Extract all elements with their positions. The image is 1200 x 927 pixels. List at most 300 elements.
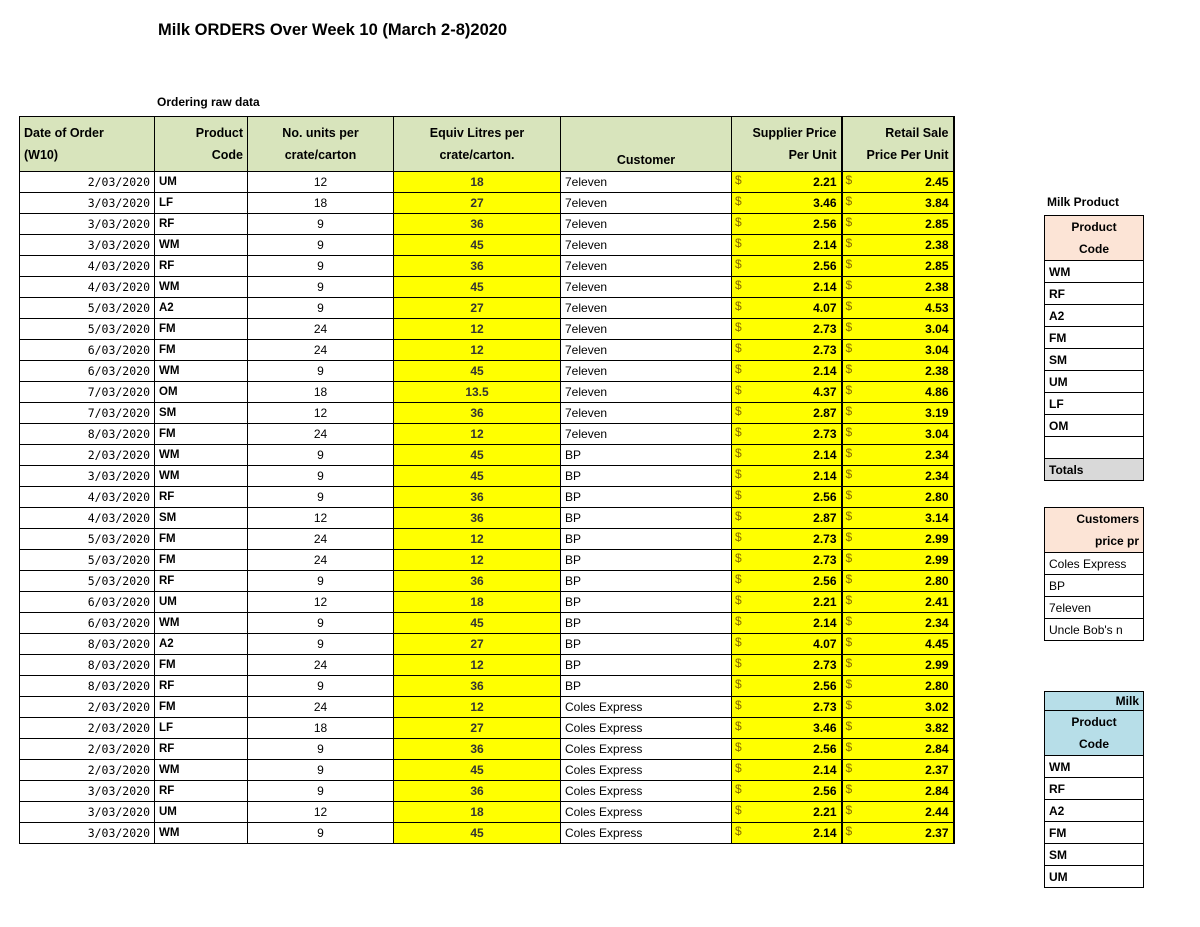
cell-litres[interactable]: 36 (394, 487, 561, 508)
cell-supplier-price[interactable] (732, 529, 842, 550)
cell-date[interactable]: 7/03/2020 (20, 382, 155, 403)
cell-supplier-price[interactable] (732, 592, 842, 613)
cell-supplier-price[interactable] (732, 634, 842, 655)
cell-customer[interactable]: Coles Express (561, 823, 732, 844)
cell-units[interactable]: 9 (248, 739, 394, 760)
currency-symbol: $ (845, 215, 853, 229)
cell-product-code[interactable]: RF (155, 781, 248, 802)
cell-retail-price[interactable] (842, 613, 954, 634)
cell-units[interactable]: 24 (248, 529, 394, 550)
cell-supplier-price[interactable] (732, 340, 842, 361)
header-date[interactable]: Date of Order (W10) (20, 117, 155, 172)
cell-date[interactable]: 8/03/2020 (20, 424, 155, 445)
totals-label[interactable]: Totals (1045, 459, 1144, 481)
price-value: 2.38 (925, 280, 949, 294)
cell-customer[interactable]: BP (561, 676, 732, 697)
cell-units[interactable]: 9 (248, 613, 394, 634)
cell-litres[interactable]: 36 (394, 256, 561, 277)
cell-units[interactable]: 18 (248, 718, 394, 739)
price-value: 2.14 (813, 469, 837, 483)
cell-units[interactable]: 12 (248, 403, 394, 424)
cell-supplier-price[interactable] (732, 235, 842, 256)
cell-product-code[interactable]: FM (155, 340, 248, 361)
cell-product-code[interactable]: FM (155, 550, 248, 571)
table-row (20, 508, 954, 529)
cell-customer[interactable]: Coles Express (561, 781, 732, 802)
cell-customer[interactable]: 7eleven (561, 361, 732, 382)
cell-retail-price[interactable] (842, 361, 954, 382)
cell-units[interactable]: 12 (248, 508, 394, 529)
header-units[interactable]: No. units per crate/carton (248, 117, 394, 172)
cell-units[interactable]: 9 (248, 760, 394, 781)
cell-litres[interactable]: 36 (394, 739, 561, 760)
cell-units[interactable]: 9 (248, 445, 394, 466)
header-supplier-price[interactable]: Supplier Price Per Unit (732, 117, 842, 172)
cell-litres[interactable]: 36 (394, 214, 561, 235)
cell-supplier-price[interactable] (732, 466, 842, 487)
cell-supplier-price[interactable] (732, 403, 842, 424)
cell-supplier-price[interactable] (732, 361, 842, 382)
cell-litres[interactable]: 12 (394, 655, 561, 676)
cell-units[interactable]: 12 (248, 802, 394, 823)
cell-product-code[interactable]: WM (155, 466, 248, 487)
cell-retail-price[interactable] (842, 823, 954, 844)
price-value: 2.99 (925, 532, 949, 546)
cell-retail-price[interactable] (842, 466, 954, 487)
cell-customer[interactable]: BP (561, 592, 732, 613)
cell-product-code[interactable]: WM (155, 277, 248, 298)
cell-retail-price[interactable] (842, 193, 954, 214)
cell-date[interactable]: 8/03/2020 (20, 676, 155, 697)
cell-supplier-price[interactable] (732, 739, 842, 760)
cell-date[interactable]: 3/03/2020 (20, 781, 155, 802)
milk-code-item[interactable]: FM (1045, 822, 1144, 844)
milk-code-item[interactable]: A2 (1045, 800, 1144, 822)
cell-product-code[interactable]: RF (155, 487, 248, 508)
cell-product-code[interactable]: WM (155, 613, 248, 634)
cell-customer[interactable]: 7eleven (561, 340, 732, 361)
cell-retail-price[interactable] (842, 445, 954, 466)
header-product-code[interactable]: Product Code (155, 117, 248, 172)
cell-product-code[interactable]: WM (155, 235, 248, 256)
cell-units[interactable]: 24 (248, 319, 394, 340)
cell-date[interactable]: 6/03/2020 (20, 592, 155, 613)
price-value: 4.07 (813, 301, 837, 315)
milk-header[interactable]: Milk (1045, 692, 1144, 711)
product-code-item[interactable]: OM (1045, 415, 1144, 437)
cell-retail-price[interactable] (842, 235, 954, 256)
price-value: 2.14 (813, 616, 837, 630)
price-value: 4.86 (925, 385, 949, 399)
cell-retail-price[interactable] (842, 592, 954, 613)
cell-retail-price[interactable] (842, 403, 954, 424)
cell-product-code[interactable]: OM (155, 382, 248, 403)
product-code-item[interactable]: A2 (1045, 305, 1144, 327)
currency-symbol: $ (735, 194, 742, 208)
list-item (1045, 437, 1144, 459)
cell-customer[interactable]: 7eleven (561, 403, 732, 424)
cell-retail-price[interactable] (842, 340, 954, 361)
cell-units[interactable]: 9 (248, 781, 394, 802)
header-litres[interactable]: Equiv Litres per crate/carton. (394, 117, 561, 172)
cell-product-code[interactable]: A2 (155, 634, 248, 655)
cell-units[interactable]: 9 (248, 361, 394, 382)
cell-customer[interactable]: BP (561, 613, 732, 634)
cell-date[interactable]: 5/03/2020 (20, 571, 155, 592)
cell-retail-price[interactable] (842, 655, 954, 676)
cell-product-code[interactable]: FM (155, 697, 248, 718)
price-value: 2.14 (813, 826, 837, 840)
cell-supplier-price[interactable] (732, 277, 842, 298)
cell-date[interactable]: 8/03/2020 (20, 634, 155, 655)
milk-code-item[interactable]: WM (1045, 756, 1144, 778)
currency-symbol: $ (845, 719, 853, 733)
cell-customer[interactable]: BP (561, 571, 732, 592)
cell-product-code[interactable]: FM (155, 529, 248, 550)
price-value: 2.73 (813, 322, 837, 336)
table-row (20, 340, 954, 361)
cell-date[interactable]: 5/03/2020 (20, 298, 155, 319)
cell-customer[interactable]: Coles Express (561, 718, 732, 739)
cell-product-code[interactable]: RF (155, 739, 248, 760)
cell-litres[interactable]: 45 (394, 445, 561, 466)
cell-product-code[interactable]: WM (155, 361, 248, 382)
cell-customer[interactable]: Coles Express (561, 760, 732, 781)
cell-retail-price[interactable] (842, 424, 954, 445)
cell-units[interactable]: 9 (248, 277, 394, 298)
cell-customer[interactable]: 7eleven (561, 172, 732, 193)
price-value: 2.44 (925, 805, 949, 819)
cell-supplier-price[interactable] (732, 193, 842, 214)
cell-units[interactable]: 18 (248, 382, 394, 403)
cell-product-code[interactable]: FM (155, 319, 248, 340)
cell-product-code[interactable]: FM (155, 655, 248, 676)
cell-supplier-price[interactable] (732, 298, 842, 319)
cell-retail-price[interactable] (842, 571, 954, 592)
cell-retail-price[interactable] (842, 739, 954, 760)
cell-date[interactable]: 3/03/2020 (20, 823, 155, 844)
cell-units[interactable]: 12 (248, 592, 394, 613)
cell-retail-price[interactable] (842, 319, 954, 340)
cell-supplier-price[interactable] (732, 214, 842, 235)
product-code-item[interactable] (1045, 437, 1144, 459)
cell-litres[interactable]: 12 (394, 529, 561, 550)
cell-customer[interactable]: 7eleven (561, 193, 732, 214)
cell-date[interactable]: 5/03/2020 (20, 550, 155, 571)
cell-units[interactable]: 18 (248, 193, 394, 214)
cell-customer[interactable]: BP (561, 466, 732, 487)
cell-date[interactable]: 6/03/2020 (20, 340, 155, 361)
header-customer[interactable]: Customer (561, 117, 732, 172)
cell-date[interactable]: 2/03/2020 (20, 445, 155, 466)
price-value: 2.80 (925, 679, 949, 693)
list-item (1045, 778, 1144, 800)
cell-date[interactable]: 3/03/2020 (20, 193, 155, 214)
cell-supplier-price[interactable] (732, 823, 842, 844)
cell-product-code[interactable]: LF (155, 718, 248, 739)
product-code-item[interactable]: UM (1045, 371, 1144, 393)
price-value: 3.82 (925, 721, 949, 735)
cell-retail-price[interactable] (842, 550, 954, 571)
cell-product-code[interactable]: UM (155, 172, 248, 193)
price-value: 2.73 (813, 427, 837, 441)
cell-retail-price[interactable] (842, 256, 954, 277)
cell-litres[interactable]: 36 (394, 508, 561, 529)
currency-symbol: $ (845, 194, 853, 208)
cell-units[interactable]: 9 (248, 823, 394, 844)
cell-date[interactable]: 2/03/2020 (20, 172, 155, 193)
cell-date[interactable]: 5/03/2020 (20, 529, 155, 550)
product-code-item[interactable]: LF (1045, 393, 1144, 415)
currency-symbol: $ (735, 467, 742, 481)
cell-date[interactable]: 2/03/2020 (20, 760, 155, 781)
cell-customer[interactable]: Coles Express (561, 739, 732, 760)
cell-supplier-price[interactable] (732, 172, 842, 193)
cell-supplier-price[interactable] (732, 256, 842, 277)
cell-retail-price[interactable] (842, 802, 954, 823)
cell-date[interactable]: 7/03/2020 (20, 403, 155, 424)
cell-units[interactable]: 24 (248, 697, 394, 718)
price-value: 2.14 (813, 238, 837, 252)
cell-litres[interactable]: 45 (394, 760, 561, 781)
cell-litres[interactable]: 12 (394, 340, 561, 361)
cell-retail-price[interactable] (842, 634, 954, 655)
currency-symbol: $ (735, 383, 742, 397)
cell-supplier-price[interactable] (732, 319, 842, 340)
cell-date[interactable]: 2/03/2020 (20, 718, 155, 739)
cell-litres[interactable]: 18 (394, 592, 561, 613)
cell-supplier-price[interactable] (732, 613, 842, 634)
cell-litres[interactable]: 36 (394, 676, 561, 697)
cell-product-code[interactable]: RF (155, 256, 248, 277)
currency-symbol: $ (845, 572, 853, 586)
currency-symbol: $ (735, 803, 742, 817)
cell-litres[interactable]: 27 (394, 298, 561, 319)
cell-units[interactable]: 24 (248, 655, 394, 676)
product-code-item[interactable]: WM (1045, 261, 1144, 283)
cell-product-code[interactable]: WM (155, 760, 248, 781)
currency-symbol: $ (845, 320, 853, 334)
cell-retail-price[interactable] (842, 172, 954, 193)
cell-supplier-price[interactable] (732, 655, 842, 676)
cell-product-code[interactable]: RF (155, 214, 248, 235)
cell-date[interactable]: 4/03/2020 (20, 508, 155, 529)
cell-customer[interactable]: BP (561, 634, 732, 655)
cell-customer[interactable]: 7eleven (561, 256, 732, 277)
cell-date[interactable]: 8/03/2020 (20, 655, 155, 676)
cell-supplier-price[interactable] (732, 487, 842, 508)
cell-supplier-price[interactable] (732, 760, 842, 781)
table-row (20, 718, 954, 739)
cell-date[interactable]: 3/03/2020 (20, 466, 155, 487)
cell-date[interactable]: 5/03/2020 (20, 319, 155, 340)
cell-units[interactable]: 9 (248, 487, 394, 508)
cell-product-code[interactable]: WM (155, 445, 248, 466)
cell-supplier-price[interactable] (732, 571, 842, 592)
cell-supplier-price[interactable] (732, 676, 842, 697)
price-value: 2.37 (925, 763, 949, 777)
cell-units[interactable]: 9 (248, 256, 394, 277)
cell-customer[interactable]: 7eleven (561, 214, 732, 235)
cell-litres[interactable]: 36 (394, 781, 561, 802)
cell-supplier-price[interactable] (732, 382, 842, 403)
cell-retail-price[interactable] (842, 676, 954, 697)
cell-product-code[interactable]: UM (155, 592, 248, 613)
cell-customer[interactable]: BP (561, 550, 732, 571)
cell-units[interactable]: 12 (248, 172, 394, 193)
currency-symbol: $ (735, 425, 742, 439)
cell-product-code[interactable]: WM (155, 823, 248, 844)
cell-units[interactable]: 9 (248, 466, 394, 487)
cell-product-code[interactable]: RF (155, 571, 248, 592)
cell-retail-price[interactable] (842, 277, 954, 298)
cell-litres[interactable]: 45 (394, 613, 561, 634)
price-value: 4.37 (813, 385, 837, 399)
cell-units[interactable]: 9 (248, 214, 394, 235)
cell-litres[interactable]: 45 (394, 277, 561, 298)
cell-date[interactable]: 4/03/2020 (20, 487, 155, 508)
currency-symbol: $ (735, 719, 742, 733)
cell-litres[interactable]: 12 (394, 319, 561, 340)
cell-product-code[interactable]: SM (155, 508, 248, 529)
cell-customer[interactable]: 7eleven (561, 277, 732, 298)
cell-product-code[interactable]: UM (155, 802, 248, 823)
cell-litres[interactable]: 36 (394, 571, 561, 592)
cell-date[interactable]: 6/03/2020 (20, 361, 155, 382)
price-value: 3.46 (813, 721, 837, 735)
cell-units[interactable]: 24 (248, 550, 394, 571)
cell-date[interactable]: 6/03/2020 (20, 613, 155, 634)
customer-item[interactable]: Uncle Bob's n (1045, 619, 1144, 641)
cell-date[interactable]: 4/03/2020 (20, 256, 155, 277)
customer-item[interactable]: BP (1045, 575, 1144, 597)
cell-supplier-price[interactable] (732, 445, 842, 466)
cell-retail-price[interactable] (842, 529, 954, 550)
cell-supplier-price[interactable] (732, 508, 842, 529)
header-retail-price[interactable]: Retail Sale Price Per Unit (842, 117, 954, 172)
cell-supplier-price[interactable] (732, 718, 842, 739)
cell-litres[interactable]: 18 (394, 172, 561, 193)
price-value: 2.38 (925, 238, 949, 252)
cell-customer[interactable]: BP (561, 655, 732, 676)
cell-supplier-price[interactable] (732, 802, 842, 823)
product-code-item[interactable]: RF (1045, 283, 1144, 305)
cell-customer[interactable]: BP (561, 487, 732, 508)
cell-customer[interactable]: 7eleven (561, 298, 732, 319)
price-value: 2.21 (813, 175, 837, 189)
cell-units[interactable]: 9 (248, 298, 394, 319)
currency-symbol: $ (845, 404, 853, 418)
cell-units[interactable]: 9 (248, 571, 394, 592)
cell-retail-price[interactable] (842, 298, 954, 319)
cell-customer[interactable]: 7eleven (561, 235, 732, 256)
customers-table (1044, 507, 1144, 641)
cell-supplier-price[interactable] (732, 697, 842, 718)
cell-customer[interactable]: Coles Express (561, 697, 732, 718)
cell-retail-price[interactable] (842, 697, 954, 718)
milk-code-item[interactable]: RF (1045, 778, 1144, 800)
milk-product-header[interactable]: Product Code (1045, 216, 1144, 261)
currency-symbol: $ (735, 614, 742, 628)
milk-code-item[interactable]: SM (1045, 844, 1144, 866)
cell-customer[interactable]: BP (561, 445, 732, 466)
cell-product-code[interactable]: SM (155, 403, 248, 424)
cell-units[interactable]: 24 (248, 424, 394, 445)
cell-litres[interactable]: 12 (394, 424, 561, 445)
cell-retail-price[interactable] (842, 781, 954, 802)
cell-litres[interactable]: 27 (394, 193, 561, 214)
cell-product-code[interactable]: RF (155, 676, 248, 697)
cell-date[interactable]: 4/03/2020 (20, 277, 155, 298)
cell-units[interactable]: 24 (248, 340, 394, 361)
customer-item[interactable]: Coles Express (1045, 553, 1144, 575)
cell-litres[interactable]: 13.5 (394, 382, 561, 403)
cell-units[interactable]: 9 (248, 676, 394, 697)
cell-litres[interactable]: 27 (394, 634, 561, 655)
cell-litres[interactable]: 36 (394, 403, 561, 424)
cell-retail-price[interactable] (842, 718, 954, 739)
cell-units[interactable]: 9 (248, 235, 394, 256)
cell-supplier-price[interactable] (732, 550, 842, 571)
cell-litres[interactable]: 18 (394, 802, 561, 823)
cell-date[interactable]: 3/03/2020 (20, 214, 155, 235)
table-row (20, 277, 954, 298)
cell-supplier-price[interactable] (732, 424, 842, 445)
cell-customer[interactable]: 7eleven (561, 424, 732, 445)
currency-symbol: $ (735, 572, 742, 586)
cell-litres[interactable]: 45 (394, 361, 561, 382)
cell-product-code[interactable]: A2 (155, 298, 248, 319)
table-row (20, 592, 954, 613)
cell-date[interactable]: 2/03/2020 (20, 739, 155, 760)
cell-product-code[interactable]: FM (155, 424, 248, 445)
list-item (1045, 393, 1144, 415)
currency-symbol: $ (845, 509, 853, 523)
cell-retail-price[interactable] (842, 508, 954, 529)
currency-symbol: $ (735, 404, 742, 418)
product-code-item[interactable]: FM (1045, 327, 1144, 349)
cell-litres[interactable]: 45 (394, 235, 561, 256)
cell-customer[interactable]: BP (561, 529, 732, 550)
cell-customer[interactable]: 7eleven (561, 319, 732, 340)
list-item (1045, 597, 1144, 619)
cell-date[interactable]: 3/03/2020 (20, 235, 155, 256)
cell-retail-price[interactable] (842, 382, 954, 403)
milk-code-item[interactable]: UM (1045, 866, 1144, 888)
cell-retail-price[interactable] (842, 487, 954, 508)
cell-customer[interactable]: BP (561, 508, 732, 529)
cell-customer[interactable]: Coles Express (561, 802, 732, 823)
cell-date[interactable]: 2/03/2020 (20, 697, 155, 718)
cell-units[interactable]: 9 (248, 634, 394, 655)
cell-retail-price[interactable] (842, 214, 954, 235)
cell-litres[interactable]: 12 (394, 697, 561, 718)
customers-header[interactable]: Customers price pr (1045, 508, 1144, 553)
product-code-item[interactable]: SM (1045, 349, 1144, 371)
cell-product-code[interactable]: LF (155, 193, 248, 214)
price-value: 2.14 (813, 448, 837, 462)
customer-item[interactable]: 7eleven (1045, 597, 1144, 619)
cell-litres[interactable]: 45 (394, 823, 561, 844)
cell-retail-price[interactable] (842, 760, 954, 781)
cell-supplier-price[interactable] (732, 781, 842, 802)
cell-litres[interactable]: 27 (394, 718, 561, 739)
cell-customer[interactable]: 7eleven (561, 382, 732, 403)
milk-code-header[interactable]: Product Code (1045, 711, 1144, 756)
cell-litres[interactable]: 12 (394, 550, 561, 571)
cell-date[interactable]: 3/03/2020 (20, 802, 155, 823)
cell-litres[interactable]: 45 (394, 466, 561, 487)
